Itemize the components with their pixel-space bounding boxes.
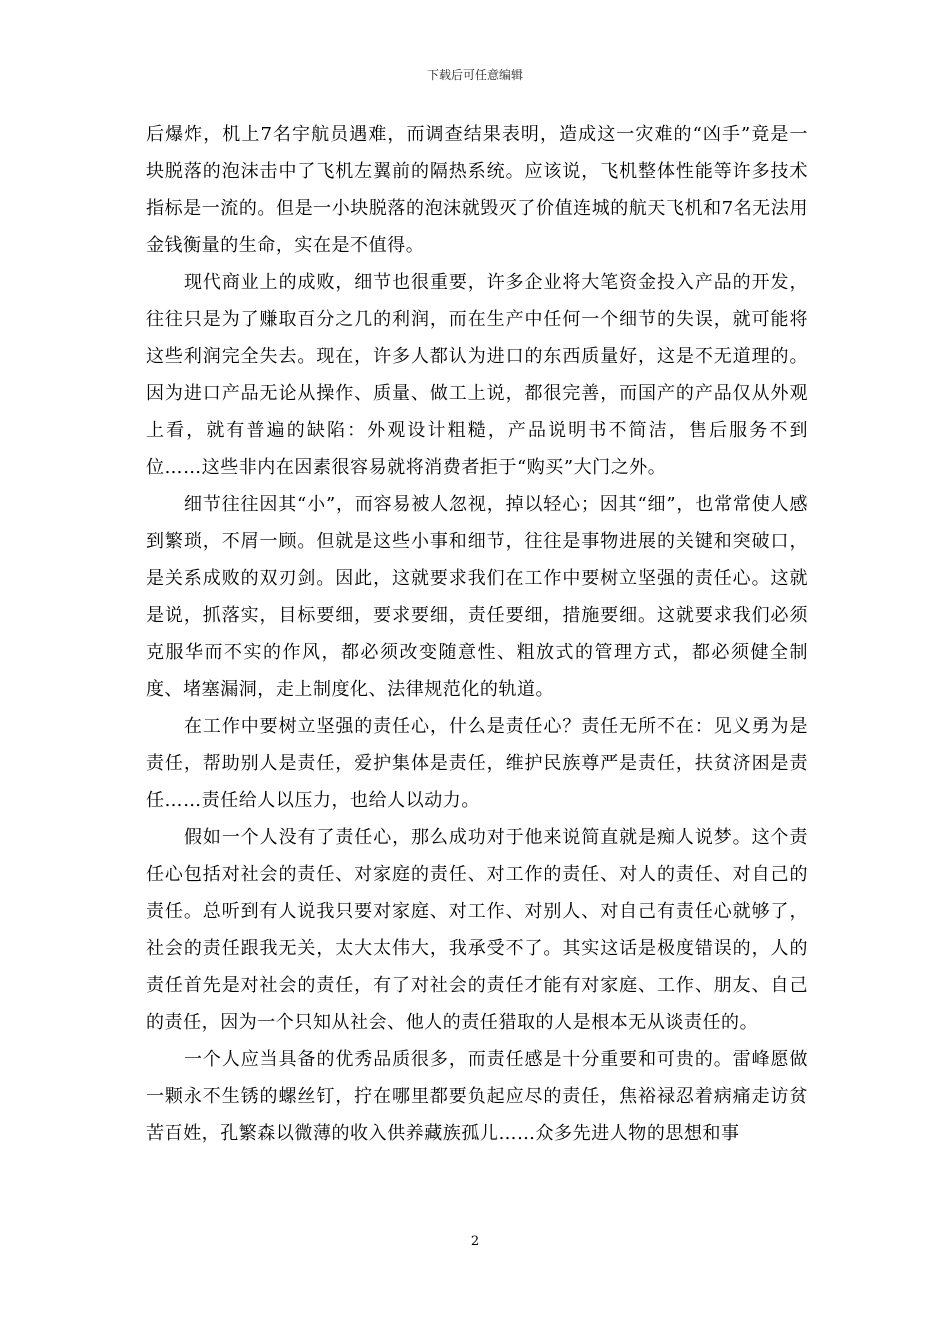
- paragraph-5: 假如一个人没有了责任心，那么成功对于他来说简直就是痴人说梦。这个责任心包括对社会的责任、对家庭的责任、对工作的责任、对人的责任、对自己的责任。总听到有人说我只要对家庭、对工作、对别人、对自己有责任心就够了，社会的责任跟我无关，太大太伟大，我承受不了。其实这话是极度错误的，人的责任首先是对社会的责任，有了对社会的责任才能有对家庭、工作、朋友、自己的责任，因为一个只知从社会、他人的责任猎取的人是根本无从谈责任的。: [146, 827, 808, 1033]
- paragraph-1: 后爆炸，机上7名宇航员遇难，而调查结果表明，造成这一灾难的“凶手”竟是一块脱落的泡沫击中了飞机左翼前的隔热系统。应该说，飞机整体性能等许多技术指标是一流的。但是一小块脱落的泡沫就毁灭了价值连城的航天飞机和7名无法用金钱衡量的生命，实在是不值得。: [146, 124, 808, 256]
- paragraph-6: 一个人应当具备的优秀品质很多，而责任感是十分重要和可贵的。雷峰愿做一颗永不生锈的螺丝钉，拧在哪里都要负起应尽的责任，焦裕禄忍着病痛走访贫苦百姓，孔繁森以微薄的收入供养藏族孤儿……众多先进人物的思想和事: [146, 1049, 808, 1144]
- body-text: [146, 116, 808, 1152]
- paragraph-2: 现代商业上的成败，细节也很重要，许多企业将大笔资金投入产品的开发，往往只是为了赚取百分之几的利润，而在生产中任何一个细节的失误，就可能将这些利润完全失去。现在，许多人都认为进口的东西质量好，这是不无道理的。因为进口产品无论从操作、质量、做工上说，都很完善，而国产的产品仅从外观上看，就有普遍的缺陷：外观设计粗糙，产品说明书不简洁，售后服务不到位……这些非内在因素很容易就将消费者拒于“购买”大门之外。: [146, 272, 808, 478]
- page-number: 2: [470, 1234, 480, 1249]
- paragraph-3: 细节往往因其“小”，而容易被人忽视，掉以轻心；因其“细”，也常常使人感到繁琐，不屑一顾。但就是这些小事和细节，往往是事物进展的关键和突破口，是关系成败的双刃剑。因此，这就要求我们在工作中要树立坚强的责任心。这就是说，抓落实，目标要细，要求要细，责任要细，措施要细。这就要求我们必须克服华而不实的作风，都必须改变随意性、粗放式的管理方式，都必须健全制度、堵塞漏洞，走上制度化、法律规范化的轨道。: [146, 494, 808, 700]
- paragraph-4: 在工作中要树立坚强的责任心，什么是责任心？责任无所不在：见义勇为是责任，帮助别人是责任，爱护集体是责任，维护民族尊严是责任，扶贫济困是责任……责任给人以压力，也给人以动力。: [146, 716, 808, 811]
- page-header: 下载后可任意编辑: [426, 68, 523, 82]
